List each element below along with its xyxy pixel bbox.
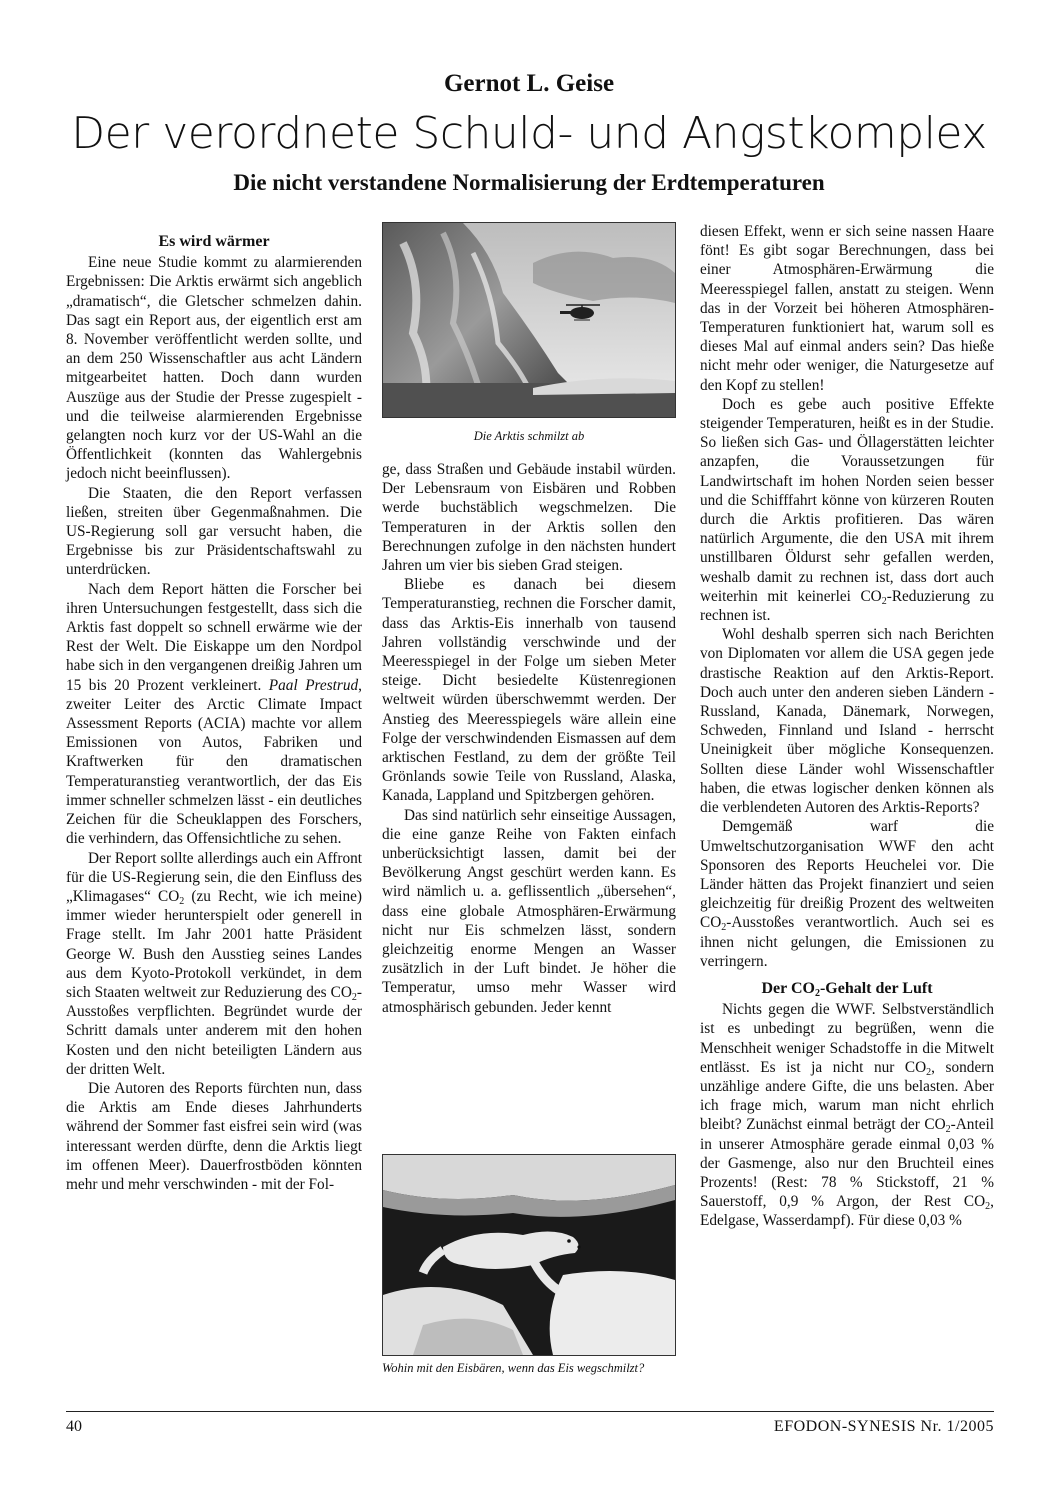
paragraph: Bliebe es danach bei diesem Temperaturanstieg, rechnen die Forscher damit, dass das Arktis-Eis innerhalb von tausend Jahren vollständig verschwinde und der Meeresspiegel in der Folge um sieben Meter steige. Dicht besiedelte Küstenregionen weltweit würden überschwemmt werden. Der Anstieg des Meeresspiegels wäre allein eine Folge der verschwindenden Eismassen auf dem arktischen Festland, zu dem der größte Teil Grönlands sowie Teile von Russland, Alaska, Kanada, Lappland und Spitzbergen gehören. (382, 576, 676, 805)
paragraph: Das sind natürlich sehr einseitige Aussagen, die eine ganze Reihe von Fakten einfach unberücksichtigt lassen, damit bei der Bevölkerung Angst geschürt werden kann. Es wird nämlich u. a. geflissentlich „übersehen“, dass eine globale Atmosphären-Erwärmung nicht nur Eis schmelzen lässt, sondern gleichzeitig enorme Mengen an Wasser zusätzlich in der Luft bindet. Je höher die Temperatur, umso mehr Wasser wird atmosphärisch gebunden. Jeder kennt (382, 806, 676, 1016)
paragraph: Doch es gebe auch positive Effekte steigender Temperaturen, heißt es in der Studie. So ließen sich Gas- und Öllagerstätten leichter anzapfen, die Voraussetzungen für Landwirtschaft im hohen Norden seien besser und die Schifffahrt könne von kürzeren Routen durch die Arktis profitieren. Das wären natürlich Argumente, die den USA mit ihrem unstillbaren Öldurst sehr gefallen werden, weshalb damit zu rechnen ist, dass dort auch weiterhin mit keinerlei $CO_2$-Reduzierung zu rechnen ist. (700, 395, 995, 625)
polar-bear-photo (382, 1154, 676, 1356)
page-number: 40 (66, 1418, 82, 1435)
journal-issue: EFODON-SYNESIS Nr. 1/2005 (773, 1418, 994, 1435)
paragraph: Demgemäß warf die Umweltschutzorganisation WWF den acht Sponsoren des Reports Heuchelei vor. Die Länder hätten das Projekt finanziert und seien gleichzeitig für dreißig Prozent des weltweiten $CO_2$-Ausstoßes verantwortlich. Auch sei es ihnen nicht gelungen, die Emissionen zu verringern. (700, 818, 994, 970)
column-3 (700, 222, 994, 1231)
paragraph: Wohl deshalb sperren sich nach Berichten von Diplomaten vor allem die USA gegen jede drastische Reaktion auf den Arktis-Report. Doch auch unter den anderen sieben Ländern - Russland, Kanada, Dänemark, Norwegen, Schweden, Finnland und Island - herrscht Uneinigkeit über mögliche Konsequenzen. Sollten diese Länder wohl Wissenschaftler haben, die etwas logischer denken können als die verblendeten Autoren des Arktis-Reports? (700, 626, 994, 817)
paragraph: ge, dass Straßen und Gebäude instabil würden. Der Lebensraum von Eisbären und Robben werde buchstäblich wegschmelzen. Die Temperaturen in der Arktis sollen den Berechnungen zufolge in den nächsten hundert Jahren um vier bis sieben Grad steigen. (382, 461, 676, 575)
paragraph: Nach dem Report hätten die Forscher bei ihren Untersuchungen festgestellt, dass sich die Arktis fast doppelt so schnell erwärme wie der Rest der Welt. Die Eiskappe um den Nordpol habe sich in den vergangenen dreißig Jahren um 15 bis 20 Prozent verkleinert. Paal Prestrud, zweiter Leiter des Arctic Climate Impact Assessment Reports (ACIA) machte vor allem Emissionen von Autos, Fabriken und Kraftwerken für den dramatischen Temperaturanstieg verantwortlich, der das Eis immer schneller schmelzen lässt - ein deutliches Zeichen für die Scheuklappen des Forschers, die verhindern, das Offensichtliche zu sehen. (66, 580, 362, 848)
person-name: Paal Prestrud (268, 676, 359, 694)
column-1 (66, 232, 362, 1194)
glacier-helicopter-photo (382, 222, 676, 418)
polar-bear-image (383, 1155, 675, 1355)
article-title: Der verordnete Schuld- und Angstkomplex (71, 108, 987, 159)
footer-rule (66, 1411, 994, 1412)
paragraph: Die Autoren des Reports fürchten nun, dass die Arktis am Ende dieses Jahrhunderts während der Sommer fast eisfrei sein wird (was interessant werden dürfte, denn die Arktis liegt im offenen Meer). Dauerfrostböden könnten mehr und mehr verschwinden - mit der Fol- (66, 1079, 362, 1193)
glacier-caption: Die Arktis schmilzt ab (473, 429, 585, 443)
section-heading-es-wird-waermer: Es wird wärmer (158, 233, 270, 250)
column-2 (382, 460, 676, 1017)
paragraph: Eine neue Studie kommt zu alarmierenden Ergebnissen: Die Arktis erwärmt sich angeblich „dramatisch“, die Gletscher schmelzen dahin. Das sagt ein Report aus, der eigentlich erst am 8. November veröffentlicht werden sollte, und an dem 250 Wissenschaftler aus acht Ländern mitgearbeitet hatten. Doch dann wurden Auszüge aus der Studie der Presse zugespielt - und die teilweise alarmierenden Ergebnisse gelangten noch kurz vor der US-Wahl an die Öffentlichkeit (konnten das Wahlergebnis jedoch nicht beeinflussen). (66, 254, 362, 483)
glacier-image (383, 223, 675, 417)
paragraph: Nichts gegen die WWF. Selbstverständlich ist es unbedingt zu begrüßen, wenn die Menschheit weniger Schadstoffe in die Mitwelt entlässt. Es ist ja nicht nur $CO_2$, sondern unzählige andere Gifte, die uns belasten. Aber ich frage mich, warum man nicht ehrlich bleibt? Zunächst einmal beträgt der $CO_2$-Anteil in unserer Atmosphäre gerade einmal 0,03 % der Gasmenge, also nur den Bruchteil eines Prozents! (Rest: 78 % Stickstoff, 21 % Sauerstoff, 0,9 % Argon, der Rest $CO_2$, Edelgase, Wasserdampf). Für diese 0,03 % (700, 1001, 994, 1230)
paragraph: Der Report sollte allerdings auch ein Affront für die US-Regierung sein, die den Einfluss des „Klimagases“ $CO_2$ (zu Recht, wie ich meine) immer wieder herunterspielt oder generell in Frage stellt. Im Jahr 2001 hatte Präsident George W. Bush den Ausstieg seines Landes aus dem Kyoto-Protokoll verkündet, in dem sich Staaten weltweit zur Reduzierung des $CO_2$-Ausstoßes verpflichten. Begründet wurde der Schritt damals unter anderem mit den hohen Kosten und den nicht beteiligten Ländern aus der dritten Welt. (66, 849, 363, 1078)
paragraph: Die Staaten, die den Report verfassen ließen, streiten über Gegenmaßnahmen. Die US-Regierung soll gar versucht haben, die Ergebnisse bis zur Präsidentschaftswahl zu unterdrücken. (66, 484, 362, 579)
section-heading-co2-gehalt: Der $CO_2$-Gehalt der Luft (761, 979, 933, 999)
polar-bear-caption: Wohin mit den Eisbären, wenn das Eis wegschmilzt? (382, 1361, 645, 1375)
paragraph: diesen Effekt, wenn er sich seine nassen Haare fönt! Es gibt sogar Berechnungen, dass bei einer Atmosphären-Erwärmung die Meeresspiegel fallen, anstatt zu steigen. Wenn das in der Vorzeit bei höheren Atmosphären-Temperaturen funktioniert hat, warum soll es dieses Mal auf einmal anders sein? Das hieße nicht mehr oder weniger, die Naturgesetze auf den Kopf zu stellen! (700, 223, 994, 394)
article-subtitle: Die nicht verstandene Normalisierung der Erdtemperaturen (233, 170, 825, 195)
author-name: Gernot L. Geise (443, 70, 615, 97)
